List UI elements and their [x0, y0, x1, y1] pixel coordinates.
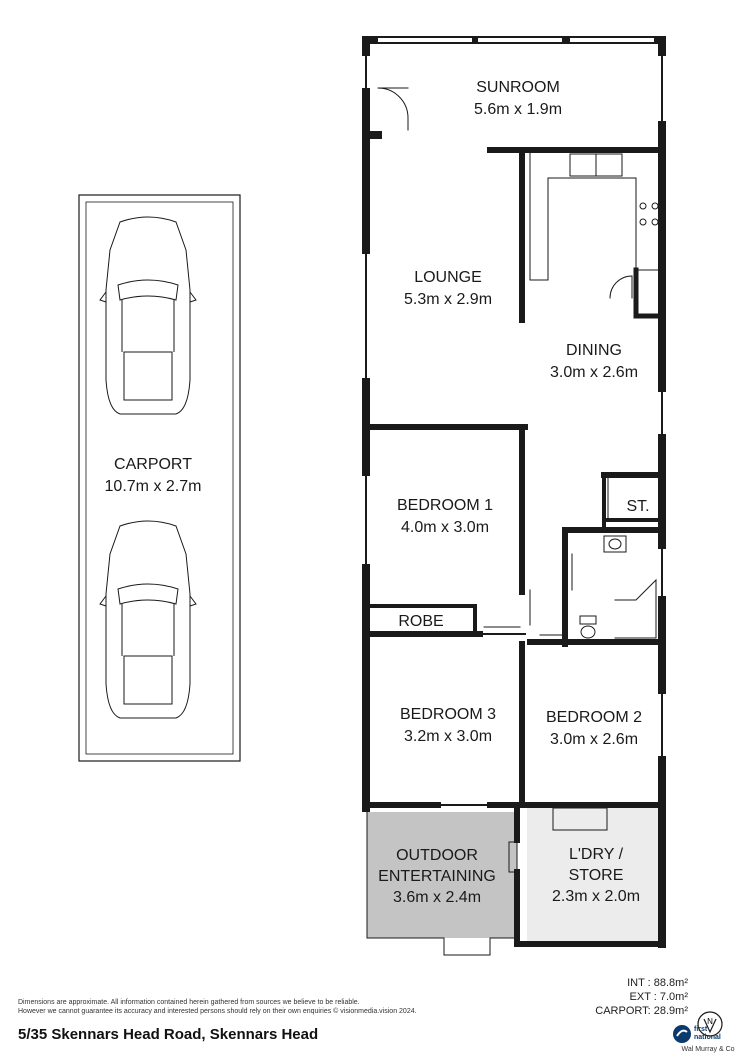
disclaimer-line2: However we cannot guarantee its accuracy and interested persons should rely on their own enquiries © visionmedia.vision 2024.	[18, 1008, 417, 1015]
agency-name	[694, 1026, 721, 1042]
bedroom3-label: BEDROOM 3	[399, 706, 497, 723]
outdoor-label-line2: ENTERTAINING	[378, 868, 496, 885]
dining-label: DINING	[566, 342, 622, 359]
external-area: EXT : 7.0m²	[629, 991, 688, 1003]
laundry-label-line2: STORE	[568, 867, 624, 884]
agency-name-line2: national	[694, 1034, 721, 1041]
disclaimer-line1: Dimensions are approximate. All information contained herein gathered from sources we believe to be reliable.	[18, 999, 360, 1006]
outdoor-label-line1: OUTDOOR	[396, 847, 478, 864]
area-summary	[560, 976, 688, 1018]
north-letter: N	[707, 1017, 713, 1026]
bedroom2-dimensions: 3.0m x 2.6m	[549, 731, 639, 748]
robe-label: ROBE	[398, 613, 444, 630]
agency-subname: Wal Murray & Co	[681, 1046, 735, 1053]
sunroom-label: SUNROOM	[476, 79, 560, 96]
bedroom1-label: BEDROOM 1	[396, 497, 494, 514]
agency-name-line1: first	[694, 1026, 708, 1033]
sunroom-dimensions: 5.6m x 1.9m	[473, 101, 563, 118]
carport-dimensions: 10.7m x 2.7m	[104, 478, 202, 495]
laundry-dimensions: 2.3m x 2.0m	[551, 888, 641, 905]
carport-area: CARPORT: 28.9m²	[595, 1005, 688, 1017]
agency-logo-icon	[672, 1024, 692, 1044]
property-address: 5/35 Skennars Head Road, Skennars Head	[18, 1026, 319, 1043]
bedroom2-label: BEDROOM 2	[545, 709, 643, 726]
laundry-label-line1: L'DRY /	[568, 846, 624, 863]
outdoor-dimensions: 3.6m x 2.4m	[392, 889, 482, 906]
store-label: ST.	[626, 498, 650, 515]
internal-area: INT : 88.8m²	[627, 977, 688, 989]
carport-label: CARPORT	[114, 456, 192, 473]
agency-brand	[672, 1024, 744, 1058]
bedroom3-dimensions: 3.2m x 3.0m	[403, 728, 493, 745]
dining-dimensions: 3.0m x 2.6m	[549, 364, 639, 381]
disclaimer	[18, 998, 578, 1016]
lounge-dimensions: 5.3m x 2.9m	[403, 291, 493, 308]
lounge-label: LOUNGE	[414, 269, 482, 286]
bedroom1-dimensions: 4.0m x 3.0m	[400, 519, 490, 536]
